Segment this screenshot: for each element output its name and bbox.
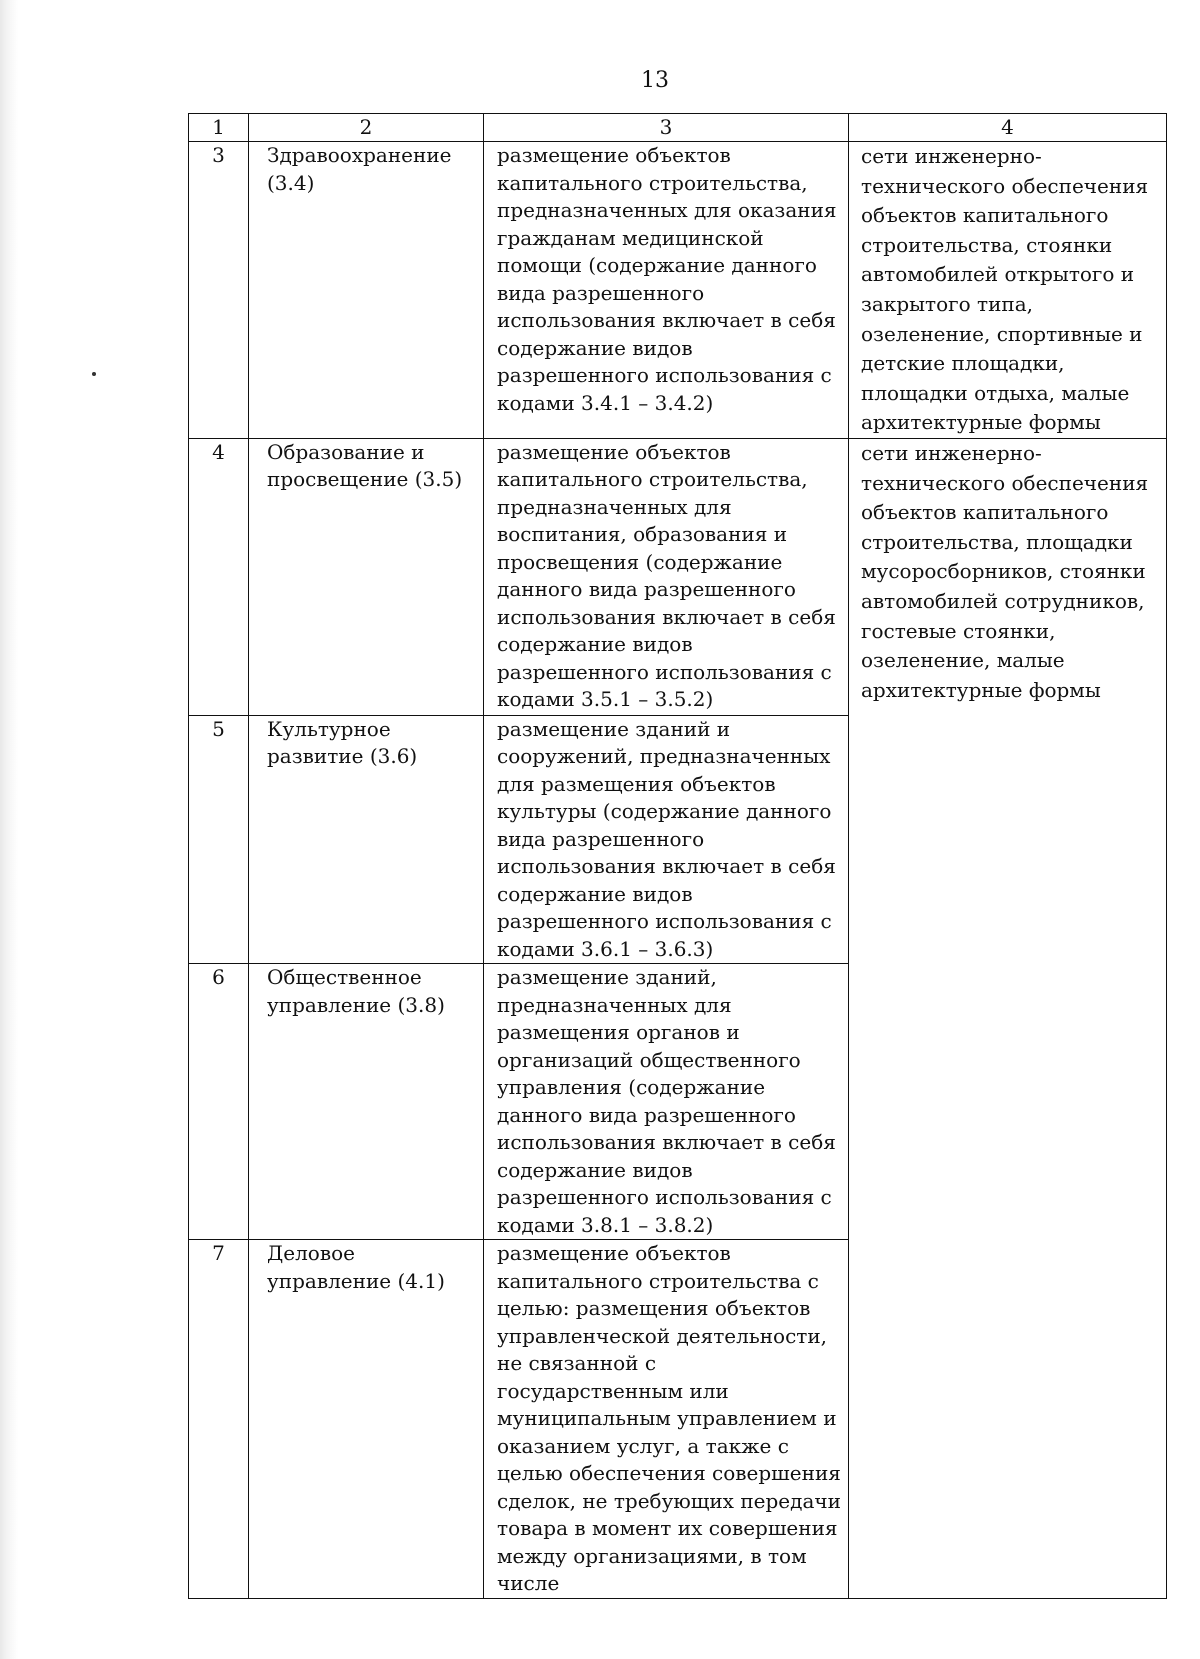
land-use-name: Здравоохранение (3.4) — [249, 142, 484, 439]
row-number: 7 — [189, 1240, 249, 1599]
row-number: 3 — [189, 142, 249, 439]
land-use-description: размещение объектов капитального строительства, предназначенных для воспитания, образования и просвещения (содержание данного вида разрешенного использования включает в себя содержание видов разрешенного использования с кодами 3.5.1 – 3.5.2) — [484, 438, 849, 715]
land-use-name: Культурное развитие (3.6) — [249, 715, 484, 964]
column-header-2: 2 — [249, 114, 484, 142]
land-use-description: размещение зданий, предназначенных для размещения органов и организаций общественного управления (содержание данного вида разрешенного использования включает в себя содержание видов разрешенного использования с кодами 3.8.1 – 3.8.2) — [484, 964, 849, 1240]
land-use-name: Общественное управление (3.8) — [249, 964, 484, 1240]
scan-speck — [92, 372, 96, 376]
column-header-3: 3 — [484, 114, 849, 142]
row-number: 6 — [189, 964, 249, 1240]
scan-edge-shadow — [0, 0, 18, 1659]
land-use-table — [188, 113, 1167, 1599]
page-number: 13 — [641, 68, 669, 93]
land-use-name: Образование и просвещение (3.5) — [249, 438, 484, 715]
auxiliary-uses: сети инженерно-технического обеспечения объектов капитального строительства, стоянки автомобилей открытого и закрытого типа, озеленение, спортивные и детские площадки, площадки отдыха, малые архитектурные формы — [849, 142, 1167, 439]
column-header-1: 1 — [189, 114, 249, 142]
land-use-description: размещение зданий и сооружений, предназначенных для размещения объектов культуры (содержание данного вида разрешенного использования включает в себя содержание видов разрешенного использования с кодами 3.6.1 – 3.6.3) — [484, 715, 849, 964]
land-use-name: Деловое управление (4.1) — [249, 1240, 484, 1599]
table-row — [189, 438, 1167, 715]
auxiliary-uses: сети инженерно-технического обеспечения объектов капитального строительства, площадки мусоросборников, стоянки автомобилей сотрудников, гостевые стоянки, озеленение, малые архитектурные формы — [849, 438, 1167, 1598]
row-number: 4 — [189, 438, 249, 715]
land-use-description: размещение объектов капитального строительства, предназначенных для оказания гражданам медицинской помощи (содержание данного вида разрешенного использования включает в себя содержание видов разрешенного использования с кодами 3.4.1 – 3.4.2) — [484, 142, 849, 439]
row-number: 5 — [189, 715, 249, 964]
table-row — [189, 142, 1167, 439]
land-use-description: размещение объектов капитального строительства с целью: размещения объектов управленческой деятельности, не связанной с государственным или муниципальным управлением и оказанием услуг, а также с целью обеспечения совершения сделок, не требующих передачи товара в момент их совершения между организациями, в том числе — [484, 1240, 849, 1599]
table-header-row — [189, 114, 1167, 142]
column-header-4: 4 — [849, 114, 1167, 142]
